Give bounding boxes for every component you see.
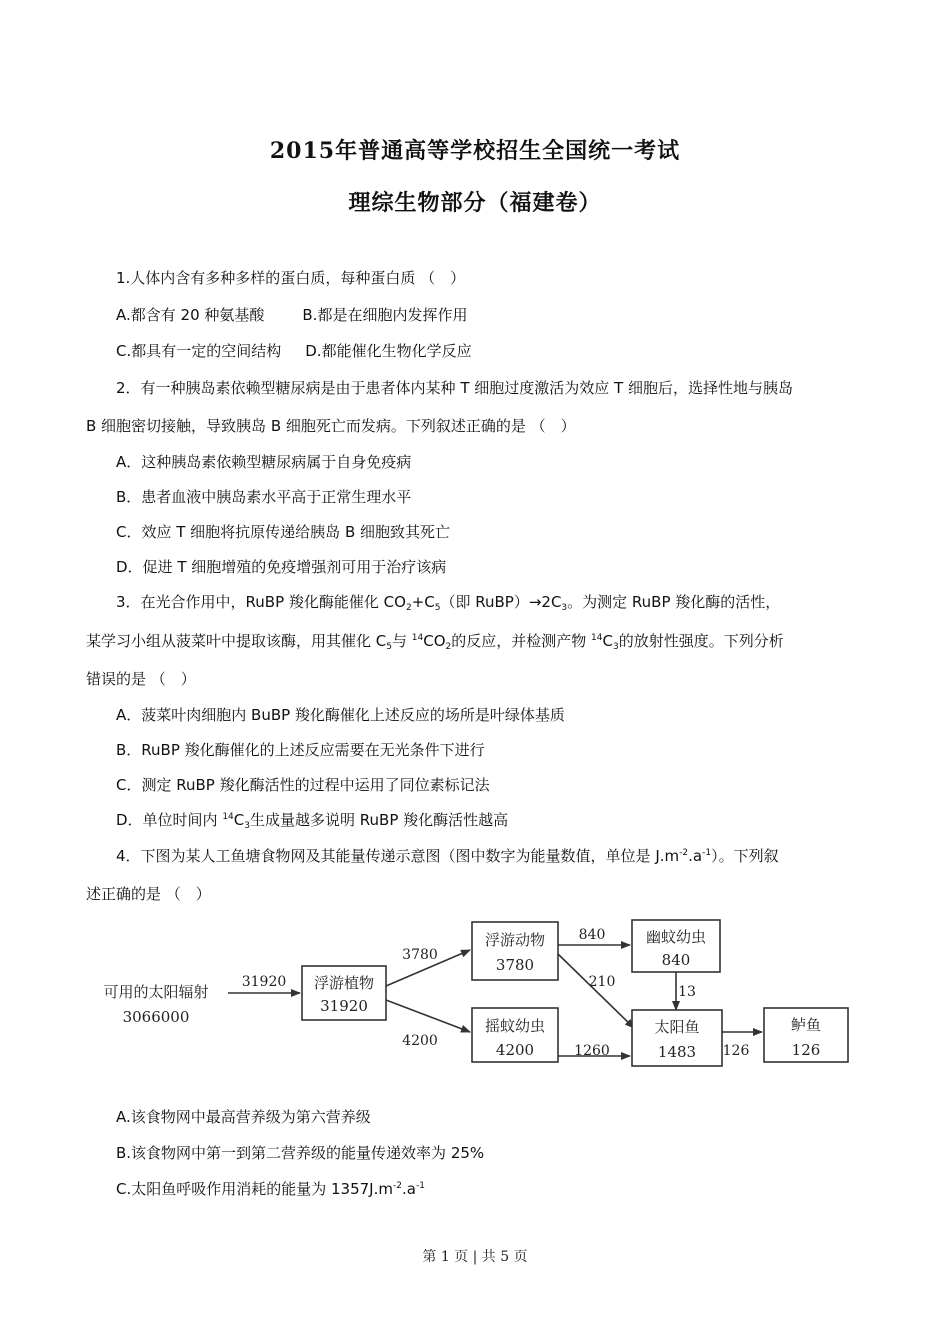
q2-stem-line-2: B 细胞密切接触，导致胰岛 B 细胞死亡而发病。下列叙述正确的是 （ ） <box>86 417 576 435</box>
q3-option-a: A．菠菜叶肉细胞内 BuBP 羧化酶催化上述反应的场所是叶绿体基质 <box>116 706 565 724</box>
node-zoo <box>472 922 558 980</box>
q3-stem-line-1: 3．在光合作用中，RuBP 羧化酶能催化 $CO_2+C_5$（即 $RuBP)\to 2C_3$。为测定 RuBP 羧化酶的活性， <box>116 593 781 613</box>
q1-option-d: D.都能催化生物化学反应 <box>305 342 472 360</box>
node-damsel-name: 幽蚊幼虫 <box>645 928 707 946</box>
edge-label-zoo-damsel: 840 <box>578 927 606 943</box>
q3-option-d: D．单位时间内 $^{14}C_3$生成量越多说明 RuBP 羧化酶活性越高 <box>116 811 509 831</box>
node-mosq <box>472 1008 558 1062</box>
source-value: 3066000 <box>122 1008 190 1026</box>
page-subtitle: 理综生物部分（福建卷） <box>348 190 602 216</box>
q4-option-b: B.该食物网中第一到第二营养级的能量传递效率为 25% <box>116 1144 485 1162</box>
node-phyto-name: 浮游植物 <box>313 974 375 992</box>
node-mosq-value: 4200 <box>495 1041 535 1059</box>
node-sunfish-name: 太阳鱼 <box>654 1018 700 1036</box>
node-perch-name: 鲈鱼 <box>790 1016 822 1034</box>
node-sunfish <box>632 1010 722 1066</box>
q1-options-row-1 <box>116 305 467 325</box>
node-zoo-value: 3780 <box>495 956 535 974</box>
node-sunfish-value: 1483 <box>657 1043 697 1061</box>
q1-options-row-2 <box>116 341 472 361</box>
edge-label-damsel-sunfish: 13 <box>678 984 696 1000</box>
edge-label-zoo-sunfish: 210 <box>588 974 616 990</box>
node-damsel-value: 840 <box>661 951 691 969</box>
q4-stem-line-2: 述正确的是 （ ） <box>86 885 211 903</box>
node-perch <box>764 1008 848 1062</box>
node-perch-value: 126 <box>791 1041 821 1059</box>
q3-option-b: B．RuBP 羧化酶催化的上述反应需要在无光条件下进行 <box>116 741 485 759</box>
q3-stem-line-3: 错误的是 （ ） <box>86 670 196 688</box>
edge-label-phyto-zoo: 3780 <box>402 947 438 963</box>
q2-option-a: A．这种胰岛素依赖型糖尿病属于自身免疫病 <box>116 453 412 471</box>
q1-option-a: A.都含有 20 种氨基酸 <box>116 306 265 324</box>
edge-phyto-mosq <box>386 1000 470 1032</box>
node-damsel <box>632 920 720 972</box>
edge-label-sunfish-perch: 126 <box>722 1043 750 1059</box>
node-phyto <box>302 966 386 1020</box>
q4-option-c: C.太阳鱼呼吸作用消耗的能量为 $1357J.m^{-2}.a^{-1}$ <box>116 1180 425 1198</box>
q1-stem: 1.人体内含有多种多样的蛋白质，每种蛋白质 （ ） <box>116 269 466 287</box>
q2-option-b: B．患者血液中胰岛素水平高于正常生理水平 <box>116 488 412 506</box>
node-phyto-value: 31920 <box>320 997 368 1015</box>
q2-stem-line-1: 2．有一种胰岛素依赖型糖尿病是由于患者体内某种 T 细胞过度激活为效应 T 细胞后，选择性地与胰岛 <box>116 379 793 397</box>
source-label: 可用的太阳辐射 <box>103 983 209 1001</box>
node-zoo-name: 浮游动物 <box>484 931 546 949</box>
edge-zoo-sunfish <box>558 954 634 1028</box>
page-footer: 第 1 页 | 共 5 页 <box>422 1249 528 1265</box>
q2-option-d: D．促进 T 细胞增殖的免疫增强剂可用于治疗该病 <box>116 558 447 576</box>
q1-option-b: B.都是在细胞内发挥作用 <box>302 306 468 324</box>
q1-option-c: C.都具有一定的空间结构 <box>116 342 282 360</box>
edge-label-mosq-sunfish: 1260 <box>574 1043 610 1059</box>
q4-option-a: A.该食物网中最高营养级为第六营养级 <box>116 1108 371 1126</box>
q4-stem-line-1: 4．下图为某人工鱼塘食物网及其能量传递示意图（图中数字为能量数值，单位是 $J.m^{-2}.a^{-1}$）。下列叙 <box>116 847 779 865</box>
page-title: 2015年普通高等学校招生全国统一考试 <box>269 138 681 164</box>
q3-option-c: C．测定 RuBP 羧化酶活性的过程中运用了同位素标记法 <box>116 776 490 794</box>
q3-stem-line-2: 某学习小组从菠菜叶中提取该酶，用其催化 $C_5$与 $^{14}CO_2$的反应，并检测产物 $^{14}C_3$的放射性强度。下列分析 <box>86 632 784 652</box>
edge-label-sun-phyto: 31920 <box>241 974 287 990</box>
food-web-diagram <box>86 914 856 1074</box>
q2-option-c: C．效应 T 细胞将抗原传递给胰岛 B 细胞致其死亡 <box>116 523 451 541</box>
edge-label-phyto-mosq: 4200 <box>402 1033 438 1049</box>
node-mosq-name: 摇蚊幼虫 <box>484 1017 546 1035</box>
